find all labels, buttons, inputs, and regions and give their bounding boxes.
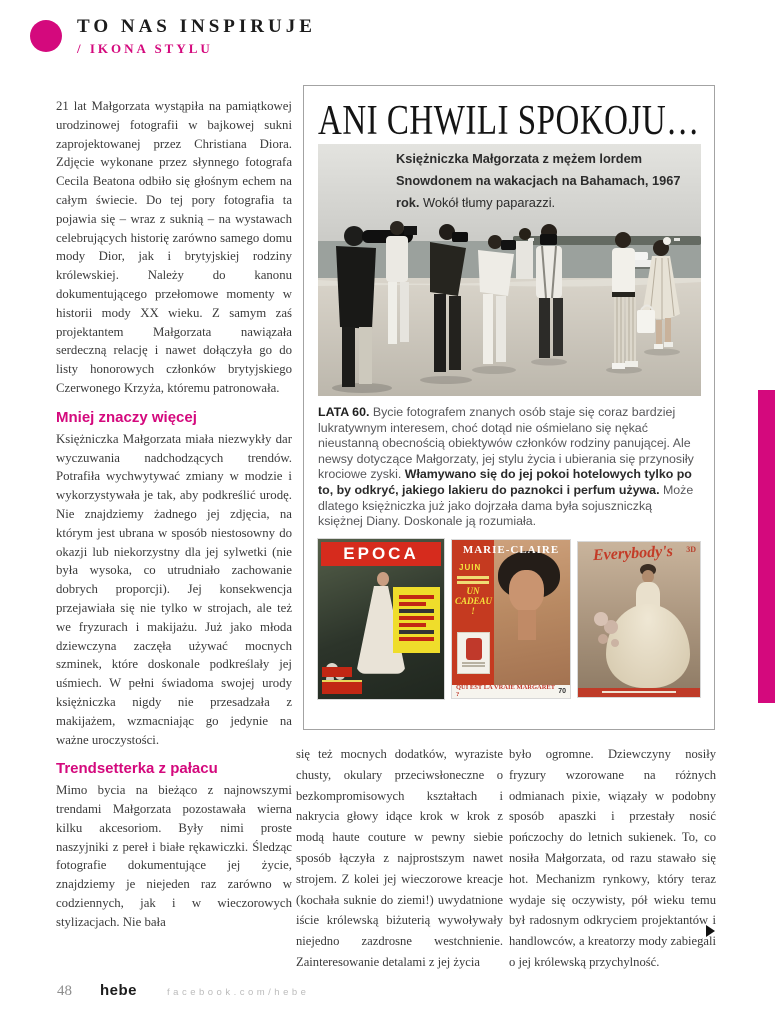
page-number: 48 — [57, 983, 72, 999]
marie-claire-masthead: MARIE-CLAIRE — [462, 543, 560, 556]
article-box — [303, 85, 715, 730]
marie-claire-portrait-face — [509, 570, 544, 612]
cover-marie-claire — [452, 540, 570, 698]
beach-paparazzi-photo — [318, 144, 701, 396]
paragraph-mniej: Księżniczka Małgorzata miała niezwykły dar wyczuwania nadchodzących trendów. Potrafiła wychwytywać zmiany w modzie i wykorzystywała je tak, aby podkreślić urodę. Nie znajdziemy żadnego jej zdjęcia, na którym jest ubrana w sposób niestosowny do okazji lub niekorzystny dla jej sylwetki (nie była wysoka, co utrudniało zachowanie dobrych proporcji). Jej konsekwencja przejawiała się nie tylko w strojach, ale też we fryzurach i makijażu. Już jako młoda dziewczyna zaczęła używać mocnych szminek, które doskonale podkreślały jej uśmiech. W pełni świadoma swojej urody księżniczka nigdy nie przesadzała z makijażem, wzmacniając go jedynie na ważne uroczystości. — [56, 431, 292, 747]
everybodys-figure-head — [642, 570, 654, 583]
epoca-figure-head — [377, 572, 389, 586]
brand-dot-icon — [30, 20, 62, 52]
epoca-yellow-box — [393, 587, 440, 653]
lata60-text-2: Może dlatego księżniczka już jako dojrzała dama była sojuszniczką księżnej Diany. Doskonale ją rozumiała. — [318, 482, 694, 529]
facebook-url: facebook.com/hebe — [167, 987, 310, 998]
section-title: TO NAS INSPIRUJE — [77, 16, 316, 37]
everybodys-masthead: Everybody's — [592, 542, 674, 564]
lata60-label: LATA 60. — [318, 405, 370, 419]
marie-claire-portrait-neck — [518, 610, 536, 640]
article-headline: ANI CHWILI SPOKOJU… — [318, 98, 700, 145]
magazine-covers-row — [318, 539, 700, 699]
marie-claire-gift-line: UN CADEAU ! — [455, 585, 493, 617]
cover-epoca — [318, 539, 444, 699]
epoca-red-banner — [322, 680, 362, 694]
page-footer — [57, 982, 309, 1000]
photo-caption-regular: Wokół tłumy paparazzi. — [423, 194, 556, 210]
paragraph-trendsetterka: Mimo bycia na bieżąco z najnowszymi trendami Małgorzata pozostawała wierna kilku akcesoriom. Były nimi proste naszyjniki z pereł i białe rękawiczki. Śledząc fotografie dokumentujące jej życie, znajdziemy je niejeden raz zarówno w codziennych, jak i w wieczorowych stylizacjach. Nie bała — [56, 783, 292, 929]
epoca-red-block — [322, 667, 352, 677]
epoca-masthead-band — [321, 542, 441, 566]
everybodys-bottom-band — [578, 688, 700, 697]
everybodys-flowers — [594, 612, 608, 626]
bottom-middle-paragraph: się też mocnych dodatków, wyraziste chusty, okulary przeciwsłoneczne o bezkompromisowych kształtach i nakrycia głowy idące krok w krok z modą haute couture w pewny siebie sposób łączyła z najprostszym nawet strojem. Z kolei jej wieczorowe kreacje (kochała suknie do ziemi!) uwydatnione iście królewską biżuterią wywoływały niejedno zazdrosne westchnienie. Zainteresowanie detalami z jej życia — [296, 747, 503, 969]
photo-caption — [396, 148, 694, 213]
lata60-text-1: Bycie fotografem znanych osób staje się coraz bardziej lukratywnym interesem, choć dotąd nie ośmielano się nękać nieustanną obecnością obiektywów członków rodziny panującej. Ale newsy dotyczące Małgorzaty, jej stylu życia i ubierania się przynosiły krociowe zyski. — [318, 405, 694, 482]
everybodys-figure-gown — [606, 604, 690, 688]
marie-claire-text-bar — [457, 581, 489, 584]
lata60-bold-phrase: Włamywano się do jej pokoi hotelowych tylko po to, by odkryć, jakiego lakieru do paznokci i perfum używa. — [318, 467, 692, 497]
epoca-masthead: EPOCA — [343, 543, 419, 563]
bottom-right-paragraph: było ogromne. Dziewczyny nosiły fryzury wzorowane na różnych odmianach pixie, wiązały w podobny sposób apaszki i przestały nosić pończochy do letnich sukienek. To, co nosiła Małgorzata, od razu stawało się hot. Mechanizm rynkowy, który teraz wydaje się oczywisty, pół wieku temu był radosnym odkryciem projektantów i handlowców, a kreatorzy mody zabiegali o jej królewską przychylność. — [509, 747, 716, 969]
section-heading-trendsetterka: Trendsetterka z pałacu — [56, 760, 218, 778]
marie-claire-price: 70 — [558, 687, 566, 695]
marie-claire-text-bar — [457, 576, 489, 579]
bottom-right-column — [509, 744, 716, 973]
page-edge-accent-bar — [758, 390, 775, 703]
hebe-logo: hebe — [100, 982, 138, 999]
section-heading-mniej: Mniej znaczy więcej — [56, 408, 197, 426]
photo-caption-bold: Księżniczka Małgorzata z mężem lordem Snowdonem na wakacjach na Bahamach, 1967 rok. — [396, 151, 681, 210]
left-text-column — [56, 97, 292, 932]
marie-claire-bottom-line: QUI EST LA VRAIE MARGARET ? — [456, 684, 555, 698]
everybodys-price: 3D — [686, 544, 696, 554]
intro-paragraph: 21 lat Małgorzata wystąpiła na pamiątkowej urodzinowej fotografii w bajkowej sukni zaprojektowanej przez Christiana Diora. Zdjęcie wykonane przez słynnego fotografa Cecila Beatona odbiło się głośnym echem na całym świecie. Do tej pory fotografia ta pojawia się – wraz z suknią – na wystawach celebrujących historię zarówno samego domu mody Dior, jak i brytyjskiej rodziny królewskiej. Należy do kanonu dokumentującego przełomowe momenty w historii mody XX wieku. Z samym zaś projektantem Małgorzata nawiązała serdeczną relację i nawet dołączyła go do listy honorowych członków brytyjskiego Czerwonego Krzyża, któremu patronowała. — [56, 99, 292, 395]
marie-claire-bottom-strip — [452, 685, 570, 698]
marie-claire-month: JUIN — [459, 562, 482, 572]
continuation-arrow-icon — [706, 925, 715, 937]
cover-everybodys — [578, 542, 700, 697]
section-subtitle: / IKONA STYLU — [77, 41, 213, 56]
section-header — [30, 16, 316, 57]
marie-claire-inset-cover — [457, 632, 490, 674]
lata60-paragraph — [318, 405, 700, 530]
bottom-middle-column — [296, 744, 503, 973]
